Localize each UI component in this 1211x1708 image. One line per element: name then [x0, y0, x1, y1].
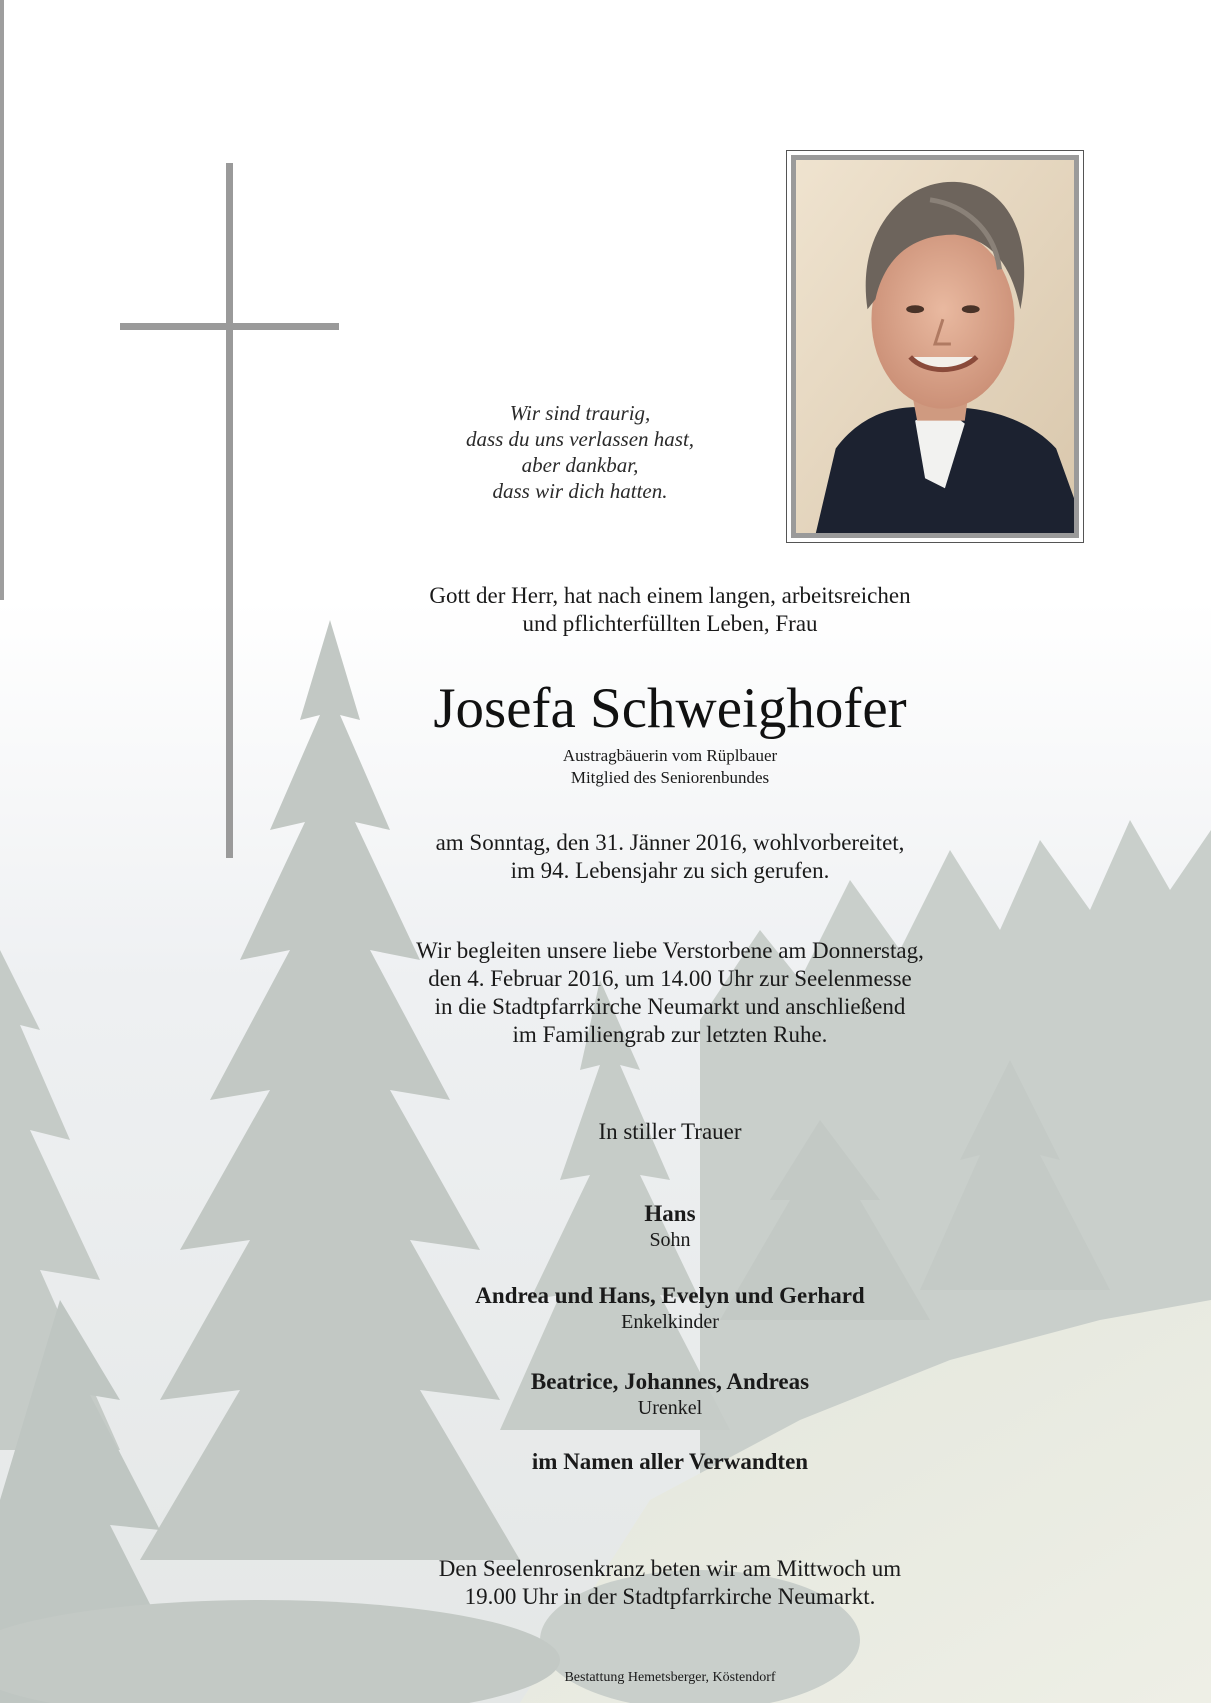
- deceased-role: Austragbäuerin vom Rüplbauer: [562, 746, 778, 765]
- verse-line: Wir sind traurig,: [509, 401, 651, 425]
- mourner-relation: Sohn: [649, 1229, 691, 1251]
- rosary-line: Den Seelenrosenkranz beten wir am Mittwoch um: [438, 1556, 902, 1581]
- rosary-notice: [380, 1555, 960, 1611]
- verse-line: dass du uns verlassen hast,: [465, 427, 695, 451]
- portrait-frame: [786, 150, 1084, 543]
- intro-line: und pflichterfüllten Leben, Frau: [522, 611, 818, 636]
- death-notice-line: am Sonntag, den 31. Jänner 2016, wohlvorbereitet,: [435, 830, 905, 855]
- verse-line: aber dankbar,: [521, 453, 639, 477]
- mourner-relation: Enkelkinder: [621, 1311, 719, 1333]
- intro-line: Gott der Herr, hat nach einem langen, arbeitsreichen: [429, 583, 911, 608]
- funeral-home: Bestattung Hemetsberger, Köstendorf: [564, 1670, 776, 1685]
- funeral-line: in die Stadtpfarrkirche Neumarkt und anschließend: [434, 994, 906, 1019]
- memorial-verse: [400, 400, 760, 504]
- mourner-names: Beatrice, Johannes, Andreas: [530, 1369, 810, 1394]
- cross-horizontal-bar: [120, 323, 339, 330]
- funeral-line: Wir begleiten unsere liebe Verstorbene am Donnerstag,: [416, 938, 924, 963]
- funeral-text: [392, 937, 948, 1049]
- mourner-names: Andrea und Hans, Evelyn und Gerhard: [475, 1283, 865, 1308]
- mourners-closing: im Namen aller Verwandten: [531, 1449, 809, 1474]
- cross-vertical-bar: [226, 163, 233, 858]
- verse-line: dass wir dich hatten.: [492, 479, 668, 503]
- funeral-line: den 4. Februar 2016, um 14.00 Uhr zur Seelenmesse: [428, 966, 912, 991]
- funeral-line: im Familiengrab zur letzten Ruhe.: [512, 1022, 828, 1047]
- portrait-photo: [791, 155, 1079, 538]
- deceased-name: Josefa Schweighofer: [433, 677, 907, 740]
- intro-text: [392, 582, 948, 638]
- mourner-relation: Urenkel: [637, 1397, 703, 1419]
- death-notice-line: im 94. Lebensjahr zu sich gerufen.: [510, 858, 830, 883]
- mourner-names: Hans: [644, 1201, 696, 1226]
- mourners-heading: In stiller Trauer: [598, 1119, 742, 1144]
- deceased-role: Mitglied des Seniorenbundes: [570, 768, 770, 787]
- death-notice: [392, 829, 948, 885]
- rosary-line: 19.00 Uhr in der Stadtpfarrkirche Neumarkt.: [464, 1584, 876, 1609]
